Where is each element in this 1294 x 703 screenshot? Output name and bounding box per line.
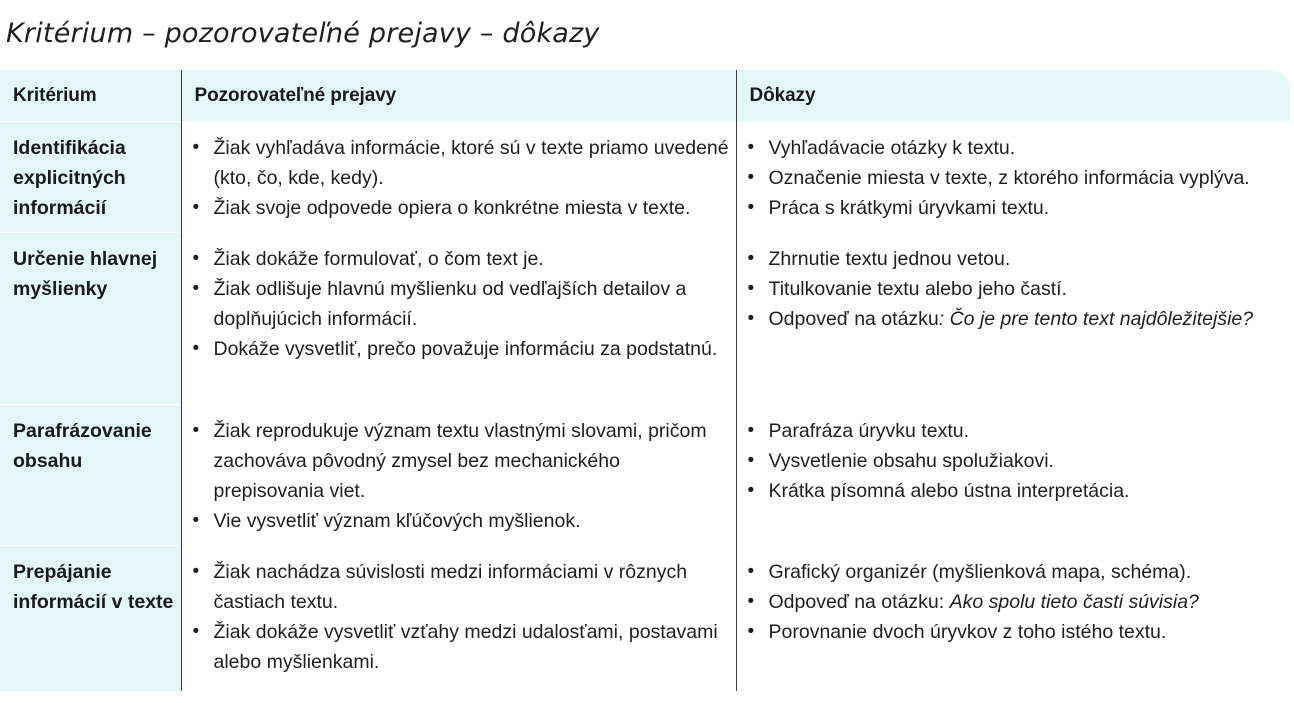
list-item: • Žiak nachádza súvislosti medzi informáciami v rôznych častiach textu. <box>190 557 732 617</box>
manifestations-cell <box>181 232 736 404</box>
evidence-cell <box>736 232 1290 404</box>
evidence-text: Krátka písomná alebo ústna interpretácia. <box>768 479 1130 502</box>
list-item <box>745 304 1287 334</box>
list-item: • Dokáže vysvetliť, prečo považuje informáciu za podstatnú. <box>190 334 732 364</box>
list-item <box>745 163 1287 193</box>
evidence-question: Ako spolu tieto časti súvisia? <box>949 590 1199 613</box>
list-item: • Žiak vyhľadáva informácie, ktoré sú v texte priamo uvedené (kto, čo, kde, kedy). <box>190 133 732 193</box>
evidence-cell <box>736 404 1290 545</box>
evidence-text: Vyhľadávacie otázky k textu. <box>768 136 1016 159</box>
list-item: • Žiak odlišuje hlavnú myšlienku od vedľajších detailov a doplňujúcich informácií. <box>190 274 732 334</box>
list-item <box>745 193 1287 223</box>
manifestations-list <box>190 133 732 223</box>
evidence-list <box>745 416 1287 506</box>
list-item <box>745 244 1287 274</box>
header-evidence: Dôkazy <box>749 85 816 106</box>
evidence-text: Porovnanie dvoch úryvkov z toho istého textu. <box>768 620 1167 643</box>
evidence-text: Grafický organizér (myšlienková mapa, schéma). <box>768 560 1192 583</box>
list-item <box>745 476 1287 506</box>
criterion-cell: Parafrázovanie obsahu <box>0 404 181 545</box>
list-item: • Žiak dokáže vysvetliť vzťahy medzi udalosťami, postavami alebo myšlienkami. <box>190 617 732 677</box>
table-row <box>0 545 1290 691</box>
evidence-question: : Čo je pre tento text najdôležitejšie? <box>938 307 1254 330</box>
evidence-list <box>745 133 1287 223</box>
evidence-text: Parafráza úryvku textu. <box>768 419 970 442</box>
header-criterion: Kritérium <box>0 70 181 121</box>
evidence-text: Odpoveď na otázku: <box>768 590 950 613</box>
list-item <box>745 133 1287 163</box>
table-row <box>0 232 1290 404</box>
page-title: Kritérium – pozorovateľné prejavy – dôkazy <box>6 18 600 49</box>
evidence-list <box>745 557 1287 647</box>
list-item: • Žiak reprodukuje význam textu vlastnými slovami, pričom zachováva pôvodný zmysel bez mechanického prepisovania viet. <box>190 416 732 506</box>
manifestations-cell <box>181 545 736 691</box>
list-item: • Žiak svoje odpovede opiera o konkrétne miesta v texte. <box>190 193 732 223</box>
evidence-text: Vysvetlenie obsahu spolužiakovi. <box>768 449 1054 472</box>
table-row <box>0 404 1290 545</box>
list-item <box>745 617 1287 647</box>
list-item <box>745 274 1287 304</box>
list-item <box>745 416 1287 446</box>
list-item <box>745 557 1287 587</box>
evidence-text: Zhrnutie textu jednou vetou. <box>768 247 1011 270</box>
evidence-text: Odpoveď na otázku <box>768 307 939 330</box>
manifestations-cell <box>181 404 736 545</box>
list-item: • Vie vysvetliť význam kľúčových myšlienok. <box>190 506 732 536</box>
manifestations-cell <box>181 121 736 232</box>
evidence-text: Titulkovanie textu alebo jeho častí. <box>768 277 1067 300</box>
manifestations-list <box>190 244 732 364</box>
table-row <box>0 121 1290 232</box>
manifestations-list <box>190 416 732 536</box>
manifestations-list <box>190 557 732 677</box>
list-item: • Žiak dokáže formulovať, o čom text je. <box>190 244 732 274</box>
criteria-table-container <box>0 70 1290 695</box>
evidence-text: Označenie miesta v texte, z ktorého informácia vyplýva. <box>768 166 1250 189</box>
list-item <box>745 446 1287 476</box>
evidence-cell <box>736 545 1290 691</box>
criterion-cell: Určenie hlavnej myšlienky <box>0 232 181 404</box>
criterion-cell: Prepájanie informácií v texte <box>0 545 181 691</box>
header-manifestations: Pozorovateľné prejavy <box>181 70 736 121</box>
criterion-cell: Identifikácia explicitných informácií <box>0 121 181 232</box>
list-item <box>745 587 1287 617</box>
criteria-table <box>0 70 1290 691</box>
table-header-row <box>0 70 1290 121</box>
evidence-cell <box>736 121 1290 232</box>
evidence-text: Práca s krátkymi úryvkami textu. <box>768 196 1050 219</box>
evidence-list <box>745 244 1287 334</box>
